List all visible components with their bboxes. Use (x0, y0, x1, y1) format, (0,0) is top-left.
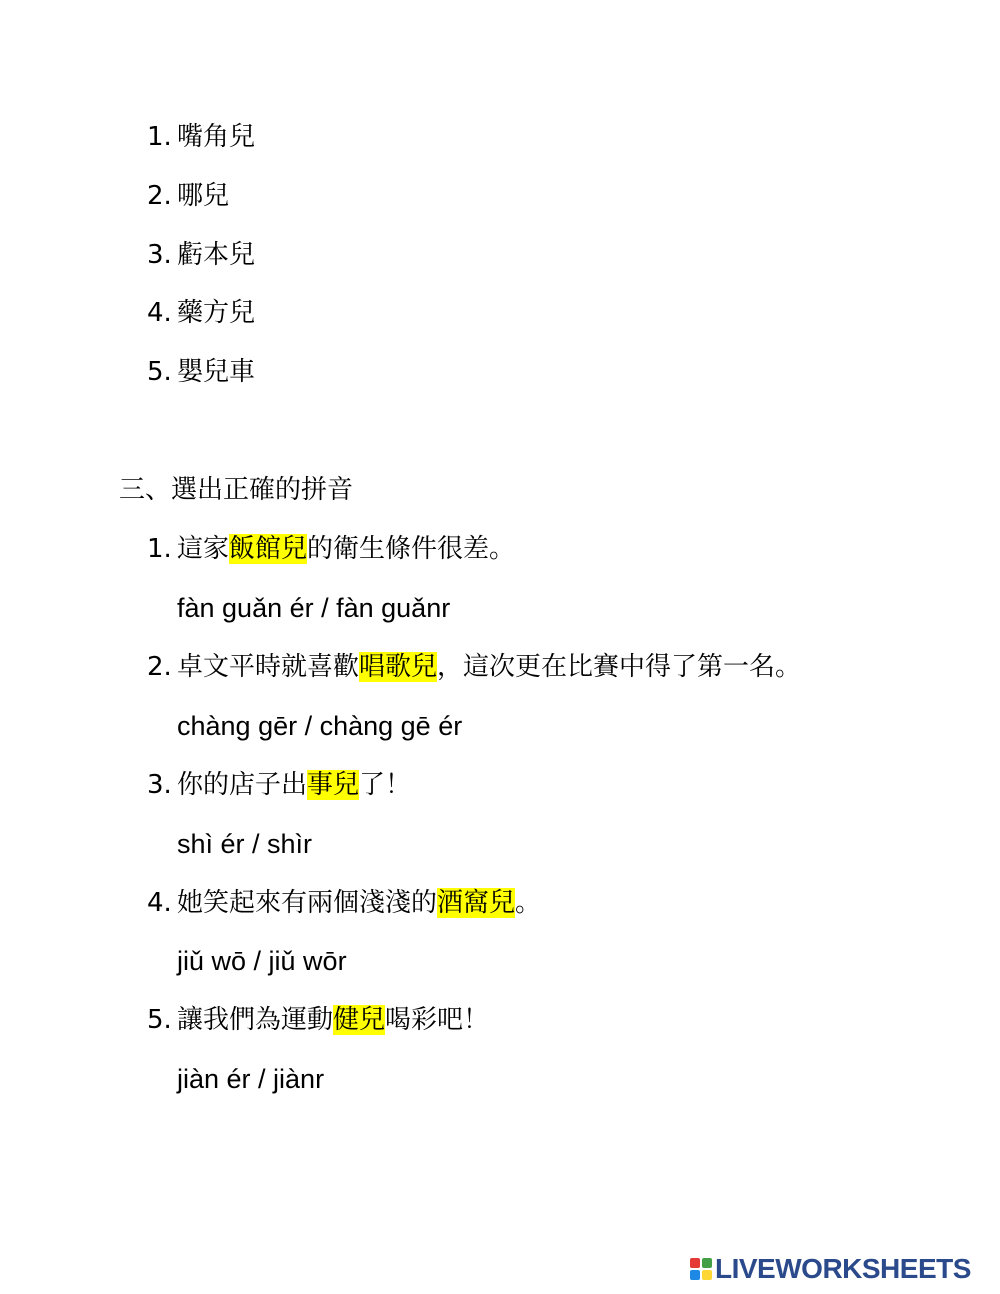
highlighted-word: 酒窩兒 (437, 888, 516, 918)
highlighted-word: 健兒 (333, 1005, 386, 1035)
sentence-pre: 卓文平時就喜歡 (177, 652, 360, 682)
pinyin-options[interactable]: jiàn ér / jiànr (177, 1064, 325, 1094)
logo-block (690, 1258, 700, 1268)
list-item (147, 355, 255, 389)
sentence-post: 的衛生條件很差。 (307, 534, 516, 564)
item-number: 3. (147, 240, 172, 270)
sentence-pre: 讓我們為運動 (177, 1005, 334, 1035)
question-number: 1. (147, 534, 172, 564)
sentence-pre: 你的店子出 (177, 770, 308, 800)
sentence-post: 了！ (359, 770, 412, 800)
item-text: 虧本兒 (177, 240, 256, 270)
sentence-post: 喝彩吧！ (385, 1005, 490, 1035)
sentence-pre: 她笑起來有兩個淺淺的 (177, 888, 438, 918)
question-sentence (147, 768, 411, 802)
item-number: 1. (147, 122, 172, 152)
question-number: 3. (147, 770, 172, 800)
highlighted-word: 飯館兒 (229, 534, 308, 564)
item-number: 4. (147, 298, 172, 328)
pinyin-options[interactable]: chàng gēr / chàng gē ér (177, 711, 463, 741)
list-item (147, 179, 229, 213)
logo-text: LIVEWORKSHEETS (715, 1253, 971, 1284)
question-number: 4. (147, 888, 172, 918)
pinyin-options[interactable]: shì ér / shìr (177, 829, 313, 859)
sentence-pre: 這家 (177, 534, 230, 564)
logo-block (702, 1270, 712, 1280)
question-number: 5. (147, 1005, 172, 1035)
logo-block (702, 1258, 712, 1268)
liveworksheets-logo[interactable] (690, 1252, 971, 1286)
question-sentence (147, 886, 541, 920)
sentence-post: ，這次更在比賽中得了第一名。 (437, 652, 802, 682)
item-text: 藥方兒 (177, 298, 256, 328)
sentence-post: 。 (515, 888, 542, 918)
pinyin-options[interactable]: jiǔ wō / jiǔ wōr (177, 946, 347, 976)
question-number: 2. (147, 652, 172, 682)
highlighted-word: 唱歌兒 (359, 652, 438, 682)
list-item (147, 120, 255, 154)
section-heading: 三、選出正確的拼音 (119, 475, 354, 505)
highlighted-word: 事兒 (307, 770, 360, 800)
question-sentence (147, 650, 801, 684)
list-item (147, 296, 255, 330)
logo-blocks-icon (690, 1258, 712, 1280)
list-item (147, 238, 255, 272)
item-text: 嘴角兒 (177, 122, 256, 152)
item-number: 2. (147, 181, 172, 211)
logo-block (690, 1270, 700, 1280)
question-sentence (147, 1003, 489, 1037)
question-sentence (147, 532, 515, 566)
pinyin-options[interactable]: fàn guǎn ér / fàn guǎnr (177, 593, 451, 623)
item-text: 哪兒 (177, 181, 230, 211)
item-text: 嬰兒車 (177, 357, 256, 387)
item-number: 5. (147, 357, 172, 387)
